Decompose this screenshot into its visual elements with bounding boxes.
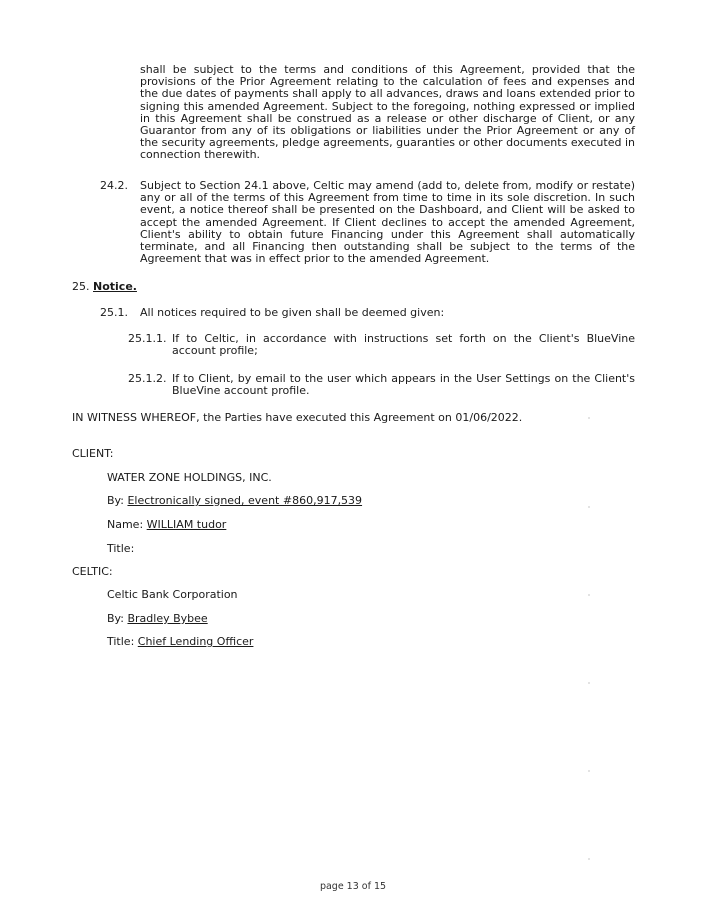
celtic-by-line: [107, 612, 208, 625]
celtic-title-line: [107, 635, 253, 648]
client-title-line: Title:: [107, 542, 135, 555]
section-25-1-1-number: 25.1.1.: [128, 332, 167, 345]
witness-statement: IN WITNESS WHEREOF, the Parties have executed this Agreement on 01/06/2022.: [72, 411, 523, 424]
section-24-2-number: 24.2.: [100, 179, 128, 192]
celtic-heading: CELTIC:: [72, 565, 113, 578]
section-25-1-text: All notices required to be given shall be deemed given:: [140, 306, 445, 319]
celtic-signatory: Bradley Bybee: [127, 612, 208, 625]
section-25-1-2-text: If to Client, by email to the user which appears in the User Settings on the Client's BlueVine account profile.: [172, 372, 635, 398]
section-24-1-continuation: shall be subject to the terms and conditions of this Agreement, provided that the provisions of the Prior Agreement relating to the calculation of fees and expenses and the due dates of payments shall apply to all advances, draws and loans extended prior to signing this amended Agreement. Subject to the foregoing, nothing expressed or implied in this Agreement shall be construed as a release or other discharge of Client, or any Guarantor from any of its obligations or liabilities under the Prior Agreement or any of the security agreements, pledge agreements, guaranties or other documents executed in connection therewith.: [140, 63, 635, 162]
page-number: page 13 of 15: [319, 881, 387, 892]
section-25-title: Notice.: [93, 280, 137, 293]
scan-artifact: [588, 594, 590, 596]
section-25-number: 25.: [72, 280, 90, 293]
celtic-company: Celtic Bank Corporation: [107, 588, 238, 601]
section-25-heading: [72, 280, 137, 293]
scan-artifact: [588, 506, 590, 508]
celtic-title-label: Title:: [107, 635, 135, 648]
section-24-2-text: Subject to Section 24.1 above, Celtic may amend (add to, delete from, modify or restate) any or all of the terms of this Agreement from time to time in its sole discretion. In such event, a notice thereof shall be presented on the Dashboard, and Client will be asked to accept the amended Agreement. If Client declines to accept the amended Agreement, Client's ability to obtain future Financing under this Agreement shall automatically terminate, and all Financing then outstanding shall be subject to the terms of the Agreement that was in effect prior to the amended Agreement.: [140, 179, 635, 266]
client-by-line: [107, 494, 362, 507]
scan-artifact: [588, 682, 590, 684]
client-signature: Electronically signed, event #860,917,539: [127, 494, 363, 507]
client-name-line: [107, 518, 226, 531]
client-company: WATER ZONE HOLDINGS, INC.: [107, 471, 272, 484]
section-25-1-1-text: If to Celtic, in accordance with instructions set forth on the Client's BlueVine account profile;: [172, 332, 635, 358]
section-25-1-2-number: 25.1.2.: [128, 372, 167, 385]
scan-artifact: [588, 858, 590, 860]
client-by-label: By:: [107, 494, 124, 507]
scan-artifact: [588, 417, 590, 419]
client-name-value: WILLIAM tudor: [146, 518, 227, 531]
scan-artifact: [588, 770, 590, 772]
section-25-1-number: 25.1.: [100, 306, 128, 319]
celtic-title-value: Chief Lending Officer: [137, 635, 254, 648]
celtic-by-label: By:: [107, 612, 124, 625]
client-heading: CLIENT:: [72, 447, 114, 460]
client-name-label: Name:: [107, 518, 144, 531]
